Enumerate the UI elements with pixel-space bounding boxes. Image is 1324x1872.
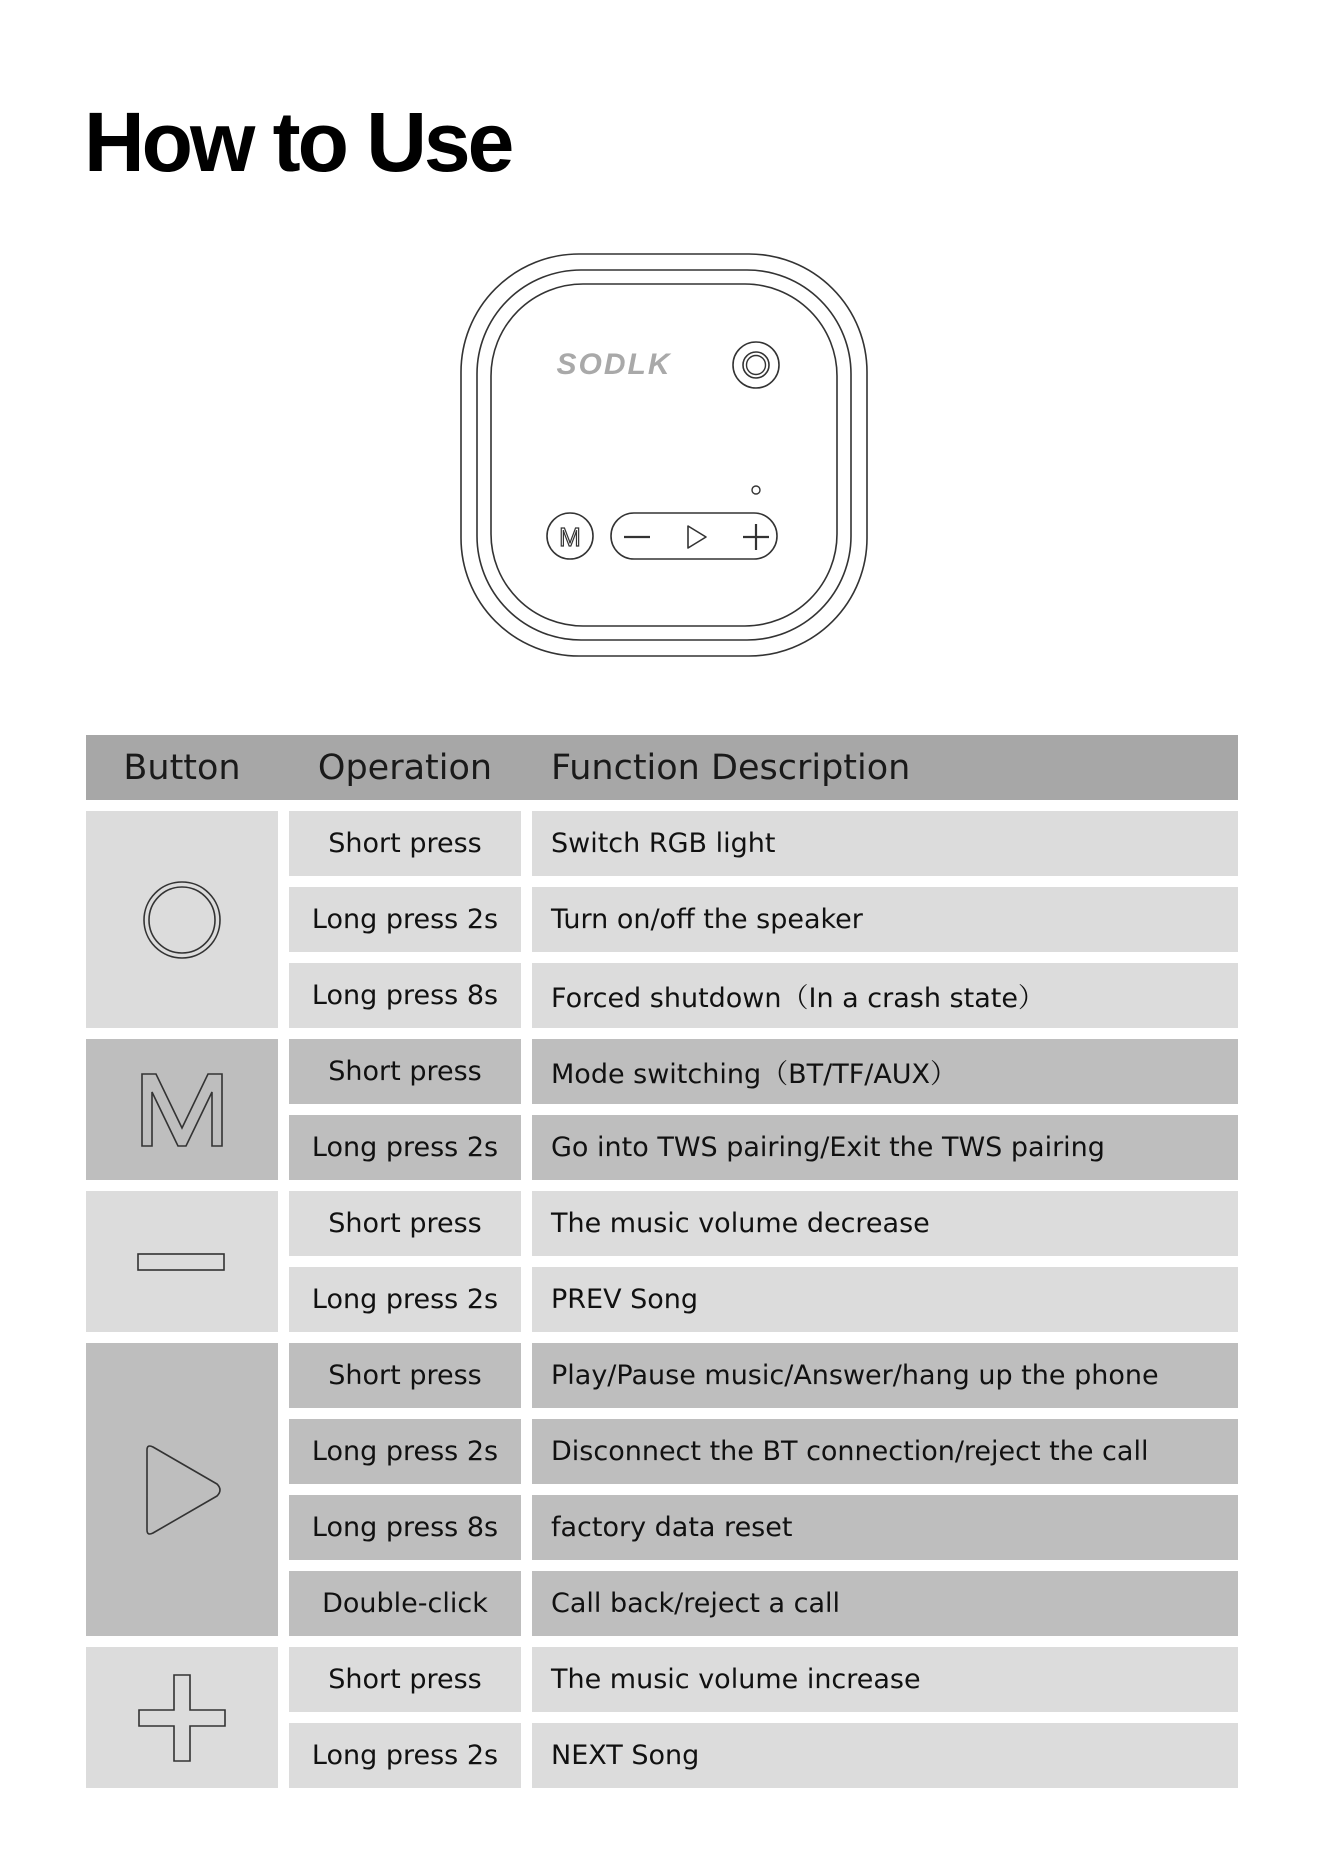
description-cell: Disconnect the BT connection/reject the call: [532, 1419, 1238, 1484]
operation-cell: Double-click: [289, 1571, 521, 1636]
description-cell: Call back/reject a call: [532, 1571, 1238, 1636]
description-cell: Go into TWS pairing/Exit the TWS pairing: [532, 1115, 1238, 1180]
plus-icon: [137, 1673, 227, 1763]
description-cell: Turn on/off the speaker: [532, 887, 1238, 952]
description-cell: Switch RGB light: [532, 811, 1238, 876]
button-cell-power: [86, 811, 278, 1028]
operation-cell: Short press: [289, 1343, 521, 1408]
description-cell: Forced shutdown（In a crash state）: [532, 963, 1238, 1028]
button-cell-minus: [86, 1191, 278, 1332]
description-cell: The music volume increase: [532, 1647, 1238, 1712]
description-cell: The music volume decrease: [532, 1191, 1238, 1256]
description-cell: NEXT Song: [532, 1723, 1238, 1788]
description-cell: Play/Pause music/Answer/hang up the phone: [532, 1343, 1238, 1408]
function-table: [86, 735, 1238, 1788]
minus-icon: [136, 1251, 228, 1273]
play-icon: [139, 1442, 225, 1538]
button-cell-plus: [86, 1647, 278, 1788]
operation-cell: Long press 2s: [289, 1419, 521, 1484]
operation-cell: Long press 2s: [289, 1115, 521, 1180]
button-cell-play: [86, 1343, 278, 1636]
table-header: [86, 735, 1238, 800]
operation-cell: Long press 8s: [289, 1495, 521, 1560]
header-button: Button: [123, 747, 241, 788]
operation-cell: Long press 2s: [289, 1723, 521, 1788]
operation-cell: Long press 8s: [289, 963, 521, 1028]
description-cell: factory data reset: [532, 1495, 1238, 1560]
mode-m-icon: [138, 1070, 226, 1150]
description-cell: PREV Song: [532, 1267, 1238, 1332]
operation-cell: Long press 2s: [289, 887, 521, 952]
description-cell: Mode switching（BT/TF/AUX）: [532, 1039, 1238, 1104]
brand-logo: SODLK: [556, 348, 672, 381]
header-function-description: Function Description: [551, 747, 911, 788]
svg-text:M: M: [559, 522, 581, 552]
operation-cell: Short press: [289, 811, 521, 876]
page-title: How to Use: [84, 95, 512, 189]
operation-cell: Long press 2s: [289, 1267, 521, 1332]
button-cell-mode: [86, 1039, 278, 1180]
operation-cell: Short press: [289, 1191, 521, 1256]
header-operation: Operation: [317, 747, 493, 788]
operation-cell: Short press: [289, 1647, 521, 1712]
power-circle-icon: [140, 878, 224, 962]
speaker-illustration: [455, 250, 875, 660]
operation-cell: Short press: [289, 1039, 521, 1104]
